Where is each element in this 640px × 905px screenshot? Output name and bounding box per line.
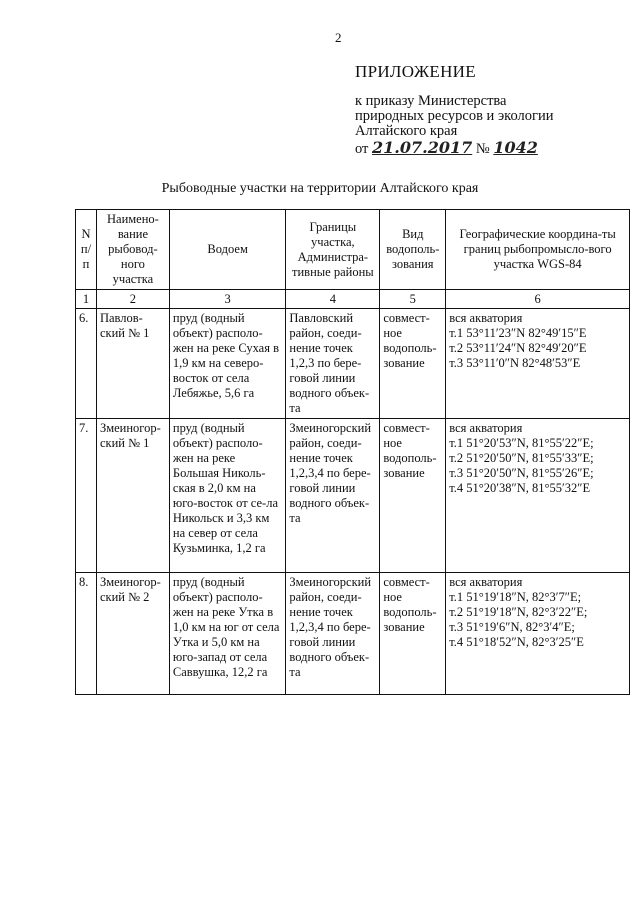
handwritten-date: 21.07.2017 <box>372 138 473 157</box>
header-cell: N п/п <box>76 210 97 290</box>
coordinate-line: т.2 51°20′50″N, 81°55′33″E; <box>449 451 594 465</box>
header-cell: Географические координа-ты границ рыбопромысло-вого участка WGS-84 <box>446 210 630 290</box>
column-number: 6 <box>446 290 630 309</box>
coordinates <box>446 419 630 573</box>
usage-type: совмест-ное водополь-зование <box>380 309 446 419</box>
date-prefix: от <box>355 141 369 157</box>
column-number: 5 <box>380 290 446 309</box>
borders: Змеиногорский район, соеди-нение точек 1,2,3,4 по бере-говой линии водного объек-та <box>286 419 380 573</box>
fish-farming-sites-table <box>75 209 630 695</box>
coordinate-line: вся акватория <box>449 575 523 589</box>
water-body: пруд (водный объект) располо-жен на реке Большая Николь-ская в 2,0 км на юго-восток от се-ла Никольск и 3,3 км на север от села Кузьминка, 1,2 га <box>169 419 286 573</box>
table-row <box>76 309 630 419</box>
coordinate-line: вся акватория <box>449 311 523 325</box>
table-row <box>76 419 630 573</box>
column-number: 2 <box>96 290 169 309</box>
table-row <box>76 573 630 695</box>
coordinates <box>446 309 630 419</box>
coordinates <box>446 573 630 695</box>
header-cell: Водоем <box>169 210 286 290</box>
coordinate-line: т.3 51°19′6″N, 82°3′4″E; <box>449 620 575 634</box>
handwritten-number: 1042 <box>493 138 538 157</box>
borders: Павловский район, соеди-нение точек 1,2,3 по бере-говой линии водного объек-та <box>286 309 380 419</box>
header-cell: Границы участка, Администра-тивные районы <box>286 210 380 290</box>
water-body: пруд (водный объект) располо-жен на реке Сухая в 1,9 км на северо-восток от села Лебяжье, 5,6 га <box>169 309 286 419</box>
usage-type: совмест-ное водополь-зование <box>380 573 446 695</box>
row-number: 7. <box>76 419 97 573</box>
usage-type: совмест-ное водополь-зование <box>380 419 446 573</box>
coordinate-line: т.3 51°20′50″N, 81°55′26″E; <box>449 466 594 480</box>
row-number: 8. <box>76 573 97 695</box>
appendix-line: к приказу Министерства <box>355 93 507 109</box>
appendix-block <box>355 62 625 158</box>
header-cell: Наимено-вание рыбовод-ного участка <box>96 210 169 290</box>
water-body: пруд (водный объект) располо-жен на реке Утка в 1,0 км на юг от села Утка и 5,0 км на юго-запад от села Саввушка, 12,2 га <box>169 573 286 695</box>
column-number: 3 <box>169 290 286 309</box>
site-name: Змеиногор-ский № 1 <box>96 419 169 573</box>
coordinate-line: т.2 51°19′18″N, 82°3′22″E; <box>449 605 588 619</box>
order-date-number <box>355 139 625 158</box>
column-number-row <box>76 290 630 309</box>
appendix-title: ПРИЛОЖЕНИЕ <box>355 62 476 81</box>
site-name: Павлов-ский № 1 <box>96 309 169 419</box>
coordinate-line: т.3 53°11′0″N 82°48′53″E <box>449 356 581 370</box>
coordinate-line: т.2 53°11′24″N 82°49′20″E <box>449 341 587 355</box>
header-cell: Вид водополь-зования <box>380 210 446 290</box>
number-prefix: № <box>475 141 490 157</box>
header-row <box>76 210 630 290</box>
site-name: Змеиногор-ский № 2 <box>96 573 169 695</box>
coordinate-line: т.1 51°19′18″N, 82°3′7″E; <box>449 590 582 604</box>
coordinate-line: т.1 51°20′53″N, 81°55′22″E; <box>449 436 594 450</box>
appendix-line: Алтайского края <box>355 123 458 139</box>
coordinate-line: т.4 51°20′38″N, 81°55′32″E <box>449 481 591 495</box>
appendix-line: природных ресурсов и экологии <box>355 108 554 124</box>
column-number: 4 <box>286 290 380 309</box>
document-title: Рыбоводные участки на территории Алтайского края <box>161 181 479 196</box>
column-number: 1 <box>76 290 97 309</box>
page-number: 2 <box>335 30 342 45</box>
row-number: 6. <box>76 309 97 419</box>
coordinate-line: вся акватория <box>449 421 523 435</box>
coordinate-line: т.4 51°18′52″N, 82°3′25″E <box>449 635 584 649</box>
coordinate-line: т.1 53°11′23″N 82°49′15″E <box>449 326 587 340</box>
borders: Змеиногорский район, соеди-нение точек 1,2,3,4 по бере-говой линии водного объек-та <box>286 573 380 695</box>
